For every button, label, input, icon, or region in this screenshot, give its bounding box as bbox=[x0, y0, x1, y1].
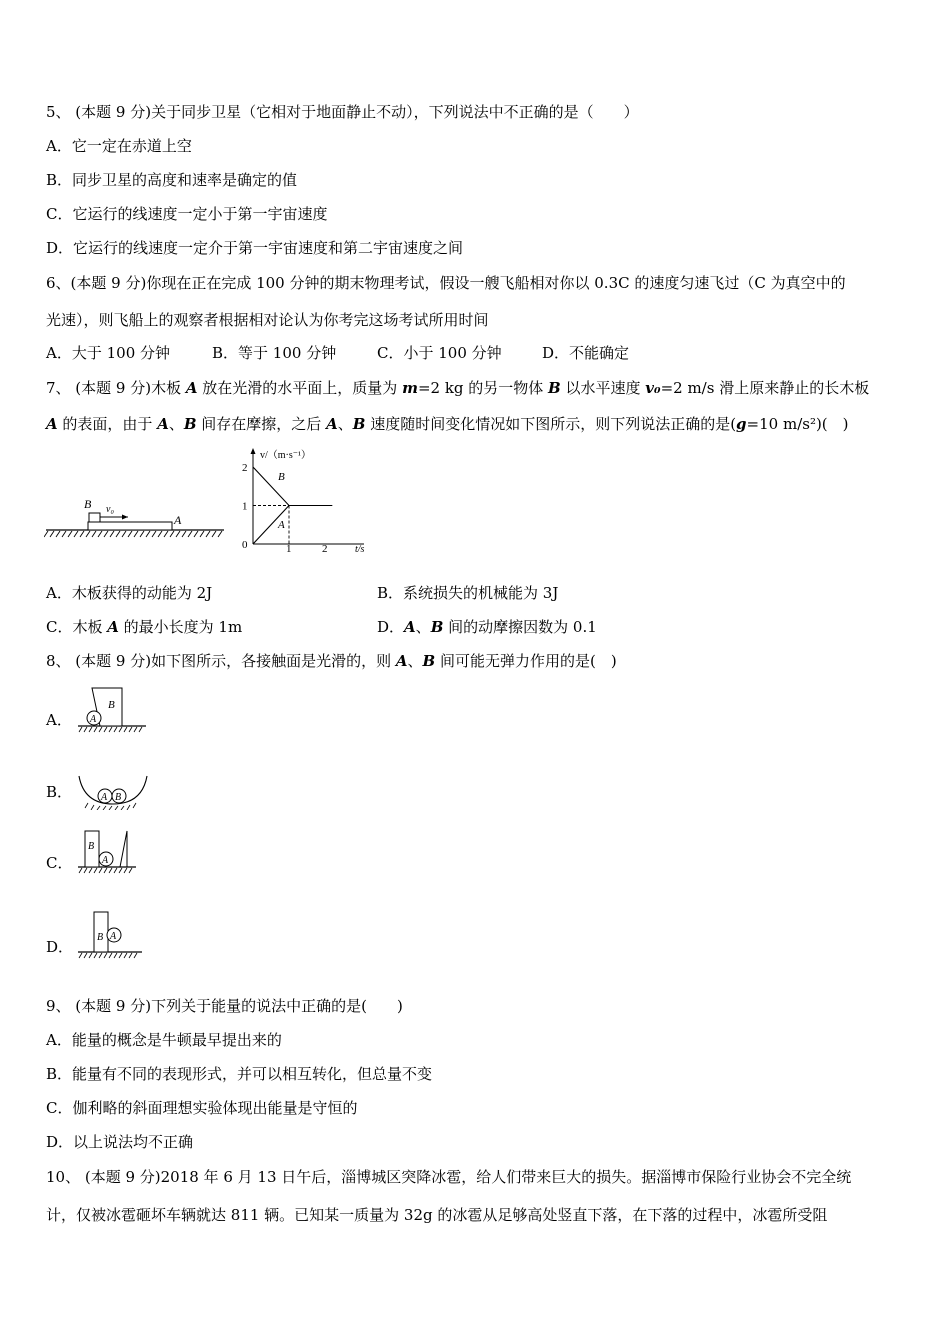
q5-option-a: A．它一定在赤道上空 bbox=[46, 137, 192, 155]
q5-stem: 5、 (本题 9 分)关于同步卫星（它相对于地面静止不动），下列说法中不正确的是（ ） bbox=[46, 103, 639, 121]
svg-text:B: B bbox=[115, 792, 122, 803]
series-line-b bbox=[253, 467, 332, 506]
svg-text:B: B bbox=[108, 699, 115, 711]
q6-option-c: C．小于 100 分钟 bbox=[377, 344, 502, 362]
velocity-label: v₀ bbox=[106, 504, 114, 515]
q8-figure-d bbox=[76, 910, 150, 960]
q8-option-a-label: A． bbox=[46, 711, 72, 729]
q8-option-d-label: D． bbox=[46, 938, 74, 956]
q6-stem-line1: 6、(本题 9 分)你现在正在完成 100 分钟的期末物理考试，假设一艘飞船相对你以 0.3C 的速度匀速飞过（C 为真空中的 bbox=[46, 274, 846, 292]
q6-option-b: B．等于 100 分钟 bbox=[212, 344, 337, 362]
tick-y-0: 0 bbox=[242, 539, 248, 551]
ground-hatching bbox=[44, 531, 222, 537]
q6-option-a: A．大于 100 分钟 bbox=[46, 344, 170, 362]
tick-y-2: 2 bbox=[242, 462, 248, 474]
q7-option-a: A．木板获得的动能为 2J bbox=[46, 584, 213, 602]
series-label-b: B bbox=[278, 471, 285, 483]
q8-figure-c bbox=[76, 825, 150, 875]
series-label-a: A bbox=[278, 519, 285, 531]
tick-x-1: 1 bbox=[286, 543, 292, 555]
svg-text:B: B bbox=[97, 932, 104, 943]
q9-option-b: B．能量有不同的表现形式，并可以相互转化，但总量不变 bbox=[46, 1065, 433, 1083]
q7-stem-line1: 7、 (本题 9 分)木板 A 放在光滑的水平面上，质量为 m=2 kg 的另一物体 B 以水平速度 v₀=2 m/s 滑上原来静止的长木板 bbox=[46, 379, 870, 397]
board-a bbox=[88, 522, 172, 530]
q5-option-d: D．它运行的线速度一定介于第一宇宙速度和第二宇宙速度之间 bbox=[46, 239, 464, 257]
svg-text:A: A bbox=[90, 714, 97, 725]
q8-stem: 8、 (本题 9 分)如下图所示，各接触面是光滑的，则 A、B 间可能无弹力作用的是( ) bbox=[46, 652, 617, 670]
svg-text:A: A bbox=[102, 855, 109, 866]
q9-stem: 9、 (本题 9 分)下列关于能量的说法中正确的是( ) bbox=[46, 997, 403, 1015]
svg-text:B: B bbox=[88, 841, 95, 852]
q7-vt-graph bbox=[236, 444, 386, 556]
q9-option-d: D．以上说法均不正确 bbox=[46, 1133, 194, 1151]
q8-figure-a bbox=[76, 684, 150, 734]
board-label-a: A bbox=[174, 513, 182, 527]
q9-option-c: C．伽利略的斜面理想实验体现出能量是守恒的 bbox=[46, 1099, 358, 1117]
x-axis-label: t/s bbox=[355, 544, 365, 555]
q7-block-board-figure bbox=[44, 490, 234, 540]
svg-text:A: A bbox=[101, 792, 108, 803]
tick-x-2: 2 bbox=[322, 543, 328, 555]
q8-option-b-label: B． bbox=[46, 783, 73, 801]
q6-option-d: D．不能确定 bbox=[542, 344, 630, 362]
q7-option-c: C．木板 A 的最小长度为 1m bbox=[46, 618, 243, 636]
q10-stem-line2: 计，仅被冰雹砸坏车辆就达 811 辆。已知某一质量为 32g 的冰雹从足够高处竖直下落，在下落的过程中，冰雹所受阻 bbox=[46, 1206, 828, 1224]
q10-stem-line1: 10、 (本题 9 分)2018 年 6 月 13 日午后，淄博城区突降冰雹，给人们带来巨大的损失。据淄博市保险行业协会不完全统 bbox=[46, 1168, 852, 1186]
q7-option-d: D．A、B 间的动摩擦因数为 0.1 bbox=[377, 618, 597, 636]
q8-figure-b bbox=[76, 770, 150, 810]
y-axis-label: v/（m·s⁻¹） bbox=[260, 450, 312, 461]
q6-stem-line2: 光速），则飞船上的观察者根据相对论认为你考完这场考试所用时间 bbox=[46, 311, 489, 329]
q9-option-a: A．能量的概念是牛顿最早提出来的 bbox=[46, 1031, 282, 1049]
q7-option-b: B．系统损失的机械能为 3J bbox=[377, 584, 559, 602]
q8-option-c-label: C． bbox=[46, 854, 73, 872]
q5-option-b: B．同步卫星的高度和速率是确定的值 bbox=[46, 171, 298, 189]
q5-option-c: C．它运行的线速度一定小于第一宇宙速度 bbox=[46, 205, 328, 223]
block-label-b: B bbox=[84, 497, 92, 511]
q7-stem-line2: A 的表面，由于 A、B 间存在摩擦，之后 A、B 速度随时间变化情况如下图所示，则下列说法正确的是(g=10 m/s²)( ) bbox=[46, 415, 849, 433]
y-axis-arrow bbox=[251, 448, 256, 454]
svg-text:A: A bbox=[110, 931, 117, 942]
block-b bbox=[89, 513, 100, 522]
series-line-a bbox=[253, 506, 332, 545]
tick-y-1: 1 bbox=[242, 500, 248, 513]
